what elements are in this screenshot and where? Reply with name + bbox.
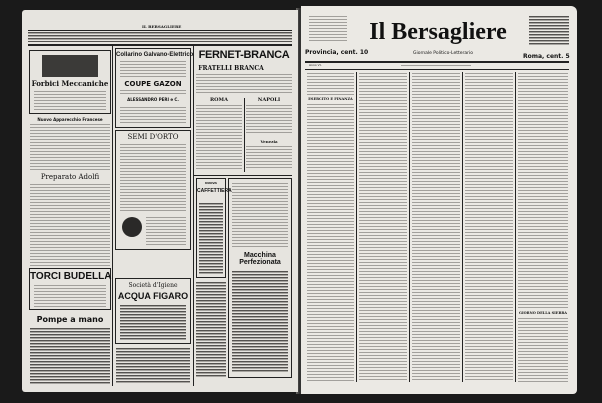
price-roma: Roma, cent. 5 [523,53,570,60]
ad-fernet-branca: FERNET-BRANCA [198,49,290,61]
text-block [120,107,186,125]
text-block [120,90,186,96]
price-provincia: Provincia, cent. 10 [305,49,369,56]
ad-subtitle: Società d'Igiene [128,282,178,289]
divider [305,61,569,63]
text-block [196,105,242,171]
divider [194,175,292,176]
text-block [199,203,223,275]
ad-title: COUPE GAZON [124,80,182,88]
text-block [30,184,110,266]
text-block [307,73,354,95]
text-block [246,105,292,135]
ad-title: SEMI D'ORTO [127,133,179,141]
city-heading: ROMA [210,97,228,103]
column-rule [409,72,410,382]
text-block [246,146,292,170]
left-page [22,10,298,392]
text-block [120,305,186,341]
text-block [309,16,347,42]
column-rule [515,72,516,382]
divider [28,30,292,31]
ad-title: Macchina Perfezionata [239,252,281,266]
issue-year: Anno VI. [309,63,322,67]
ad-collarino [115,48,194,128]
text-block [529,16,569,46]
text-block [196,282,226,378]
article-column [359,73,407,382]
ad-title: Pompe a mano [36,315,104,324]
ad-forbici [29,50,111,114]
article-column [518,318,568,382]
article-column [307,104,354,382]
ad-torci-budella [29,268,111,310]
medal-emblem [122,217,142,237]
ad-title: CAFFETTIERA [197,188,232,194]
ad-title: Forbici Meccaniche [31,79,109,88]
city-heading: NAPOLI [257,97,281,103]
ad-acqua-figaro [115,278,191,344]
city-heading: Venezia [260,139,278,144]
dateline [401,65,471,67]
text-block [34,285,106,307]
text-block [30,328,110,384]
masthead-title: Il Bersagliere [369,19,507,45]
text-block [232,183,288,249]
column-rule [462,72,463,382]
subtitle: Giornale Politico-Letterario [412,51,474,56]
ad-title: Nuovo Apparecchio Francese [37,117,103,122]
right-page [301,6,577,394]
text-block [120,61,186,77]
ad-subtitle: ALESSANDRO PERI e C. [127,97,179,102]
article-column [465,73,513,382]
text-block [116,348,190,384]
ad-caffettiera [196,178,232,278]
text-block [30,124,110,172]
ad-title: Preparato Adolfi [40,173,100,181]
article-heading: ESERCITO E FINANZA [308,97,353,101]
column-rule [112,46,113,386]
text-block [232,271,288,373]
ad-title: Collarino Galvano-Elettrico [116,52,194,58]
ad-title: TORCI BUDELLA [30,271,112,282]
ad-subtitle: FRATELLI BRANCA [198,65,264,72]
article-column [518,73,568,309]
text-block [196,74,292,94]
text-block [34,91,106,111]
column-rule [244,98,245,172]
article-column [412,73,460,382]
text-block [146,217,186,245]
ad-subtitle: NUOVA [205,181,217,185]
ad-title: ACQUA FIGARO [117,291,189,301]
divider [305,69,569,70]
article-heading: GIORNO DELLA SIERRA [519,311,567,315]
column-rule [356,72,357,382]
divider [28,44,292,46]
ad-semi-orto [115,130,191,250]
ad-macchina [228,178,292,378]
text-block [28,32,292,42]
column-rule [193,46,194,386]
running-head: IL BERSAGLIERE [142,24,182,29]
text-block [120,144,186,212]
scissors-illustration [42,55,98,77]
